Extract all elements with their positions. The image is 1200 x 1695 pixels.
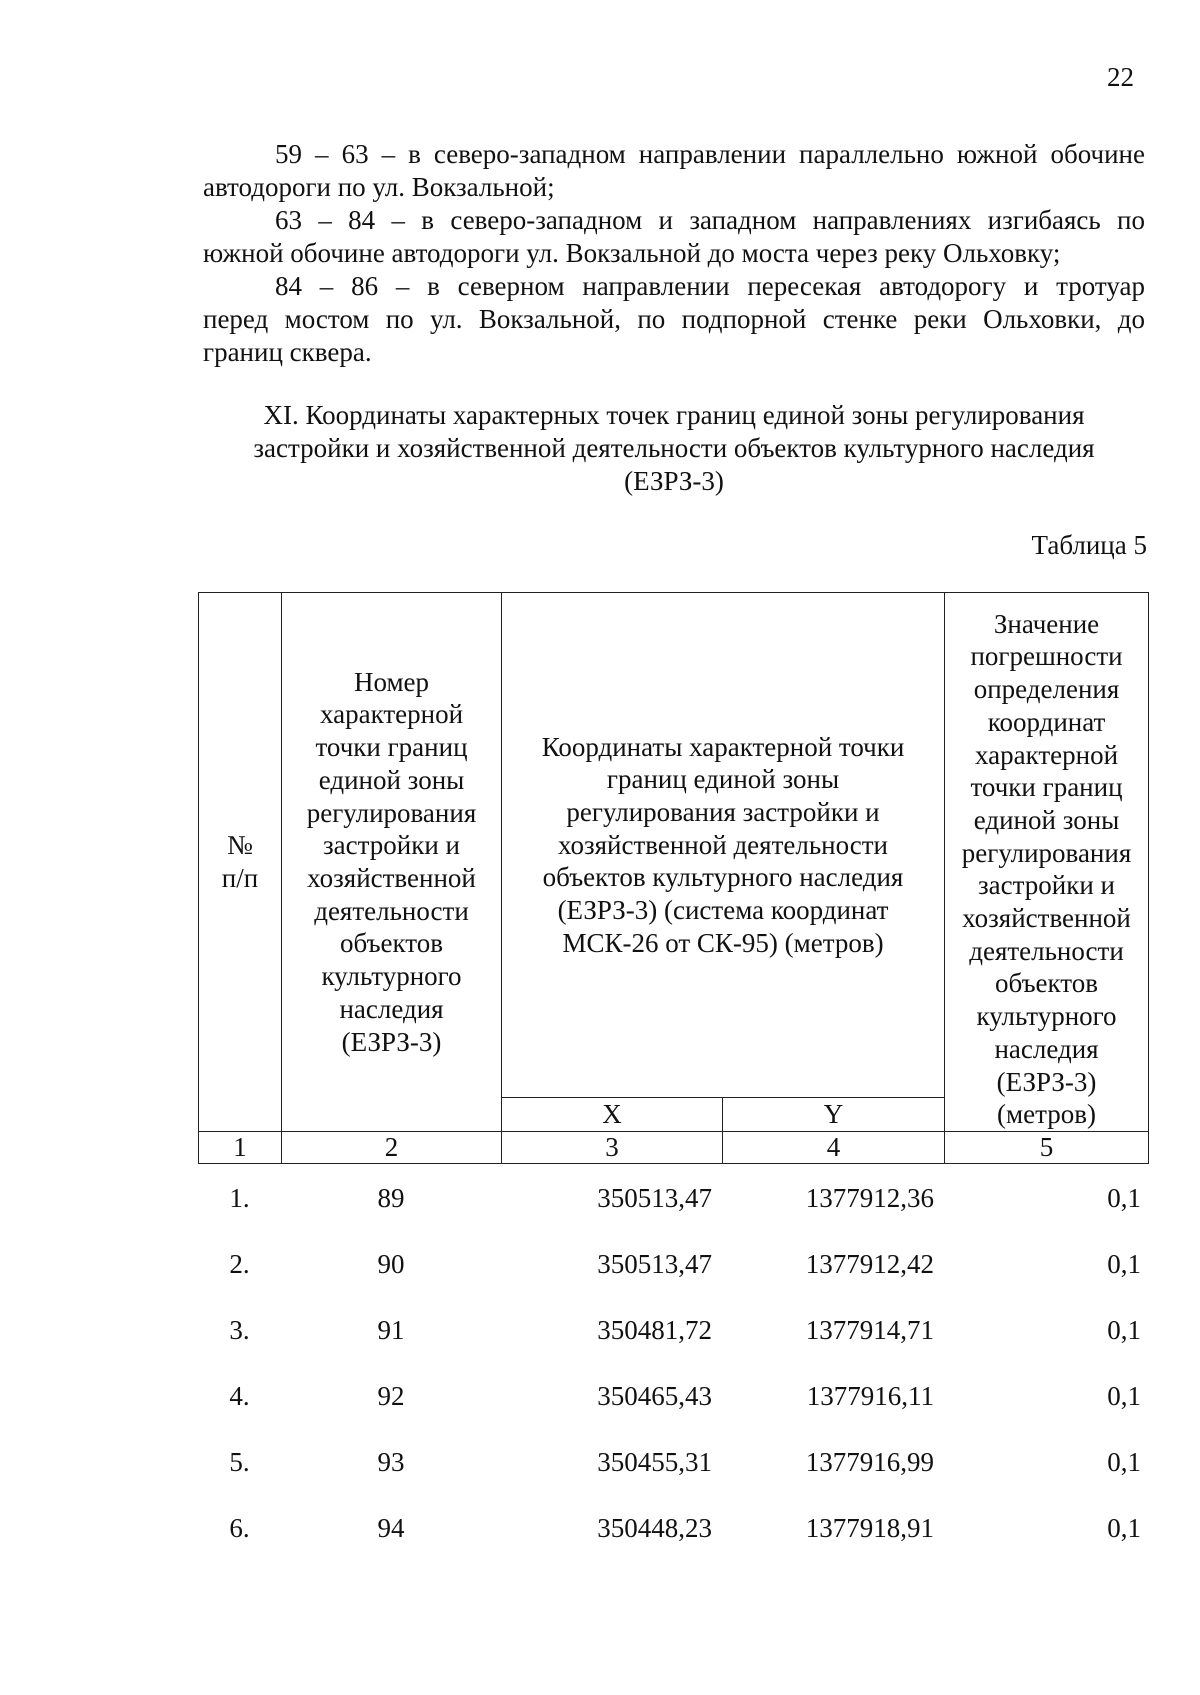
coord-y: 1377918,91 [805,1513,934,1543]
paragraph-84-86 [203,270,1145,303]
table-row [198,1182,1148,1248]
error-value: 0,1 [1107,1381,1141,1411]
paragraph-84-86-end [203,336,1145,369]
point-number: 90 [377,1249,405,1279]
header-number: № п/п [199,593,282,1132]
heading-line: застройки и хозяйственной деятельности объектов культурного наследия [253,433,1095,463]
paragraph-line: 84 – 86 – в северном направлении пересекая автодорогу и тротуар [275,271,1145,301]
coord-x: 350448,23 [597,1513,712,1543]
paragraph-line: 63 – 84 – в северо-западном и западном направлениях изгибаясь по [275,205,1145,235]
table-caption: Таблица 5 [1031,530,1147,560]
paragraph-line: автодороги по ул. Вокзальной; [203,172,555,202]
row-number: 2. [229,1249,250,1279]
paragraph-line: границ сквера. [203,337,372,367]
coordinates-table-body [198,1182,1148,1578]
table-row [198,1248,1148,1314]
error-value: 0,1 [1107,1447,1141,1477]
point-number: 92 [377,1381,405,1411]
row-number: 1. [229,1183,250,1213]
section-heading [203,399,1145,498]
row-number: 5. [229,1447,250,1477]
table-row [198,1512,1148,1578]
point-number: 94 [377,1513,405,1543]
paragraph-line: южной обочине автодороги ул. Вокзальной до моста через реку Ольховку; [203,238,1061,268]
paragraph-84-86-cont [203,303,1145,336]
header-y: Y [723,1098,945,1132]
error-value: 0,1 [1107,1183,1141,1213]
coord-x: 350513,47 [597,1249,712,1279]
coord-y: 1377912,36 [805,1183,934,1213]
coord-y: 1377912,42 [805,1249,934,1279]
column-number: 2 [282,1132,502,1164]
error-value: 0,1 [1107,1249,1141,1279]
heading-line: XI. Координаты характерных точек границ единой зоны регулирования [263,400,1085,430]
coord-x: 350481,72 [597,1315,712,1345]
paragraph-line: перед мостом по ул. Вокзальной, по подпорной стенке реки Ольховки, до [203,304,1145,334]
header-error-value: Значение погрешности определения координат характерной точки границ единой зоны регулирования застройки и хозяйственной деятельности объектов культурного наследия (ЕЗРЗ-3) (метров) [945,593,1149,1132]
row-number: 4. [229,1381,250,1411]
column-number: 3 [502,1132,723,1164]
heading-line: (ЕЗРЗ-3) [624,466,724,496]
coord-y: 1377916,11 [806,1381,934,1411]
coord-x: 350513,47 [597,1183,712,1213]
paragraph-59-63 [203,138,1145,171]
page-number: 22 [1107,62,1134,92]
column-number: 5 [945,1132,1149,1164]
paragraph-line: 59 – 63 – в северо-западном направлении параллельно южной обочине [275,139,1145,169]
coord-x: 350465,43 [597,1381,712,1411]
error-value: 0,1 [1107,1315,1141,1345]
header-x: X [502,1098,723,1132]
table-row [198,1314,1148,1380]
column-number: 4 [723,1132,945,1164]
error-value: 0,1 [1107,1513,1141,1543]
coord-x: 350455,31 [597,1447,712,1477]
point-number: 91 [377,1315,405,1345]
point-number: 93 [377,1447,405,1477]
paragraph-63-84-cont [203,237,1145,270]
header-coordinates: Координаты характерной точки границ единой зоны регулирования застройки и хозяйственной деятельности объектов культурного наследия (ЕЗРЗ-3) (система координат МСК-26 от СК-95) (метров) [502,593,945,1098]
coordinates-table-header [198,592,1149,1164]
table-row [198,1446,1148,1512]
paragraph-63-84 [203,204,1145,237]
row-number: 6. [229,1513,250,1543]
header-point-number: Номер характерной точки границ единой зоны регулирования застройки и хозяйственной деятельности объектов культурного наследия (ЕЗРЗ-3) [282,593,502,1132]
row-number: 3. [229,1315,250,1345]
point-number: 89 [377,1183,405,1213]
column-number: 1 [199,1132,282,1164]
coord-y: 1377916,99 [805,1447,934,1477]
coord-y: 1377914,71 [805,1315,934,1345]
table-row [198,1380,1148,1446]
paragraph-59-63-cont [203,171,1145,204]
